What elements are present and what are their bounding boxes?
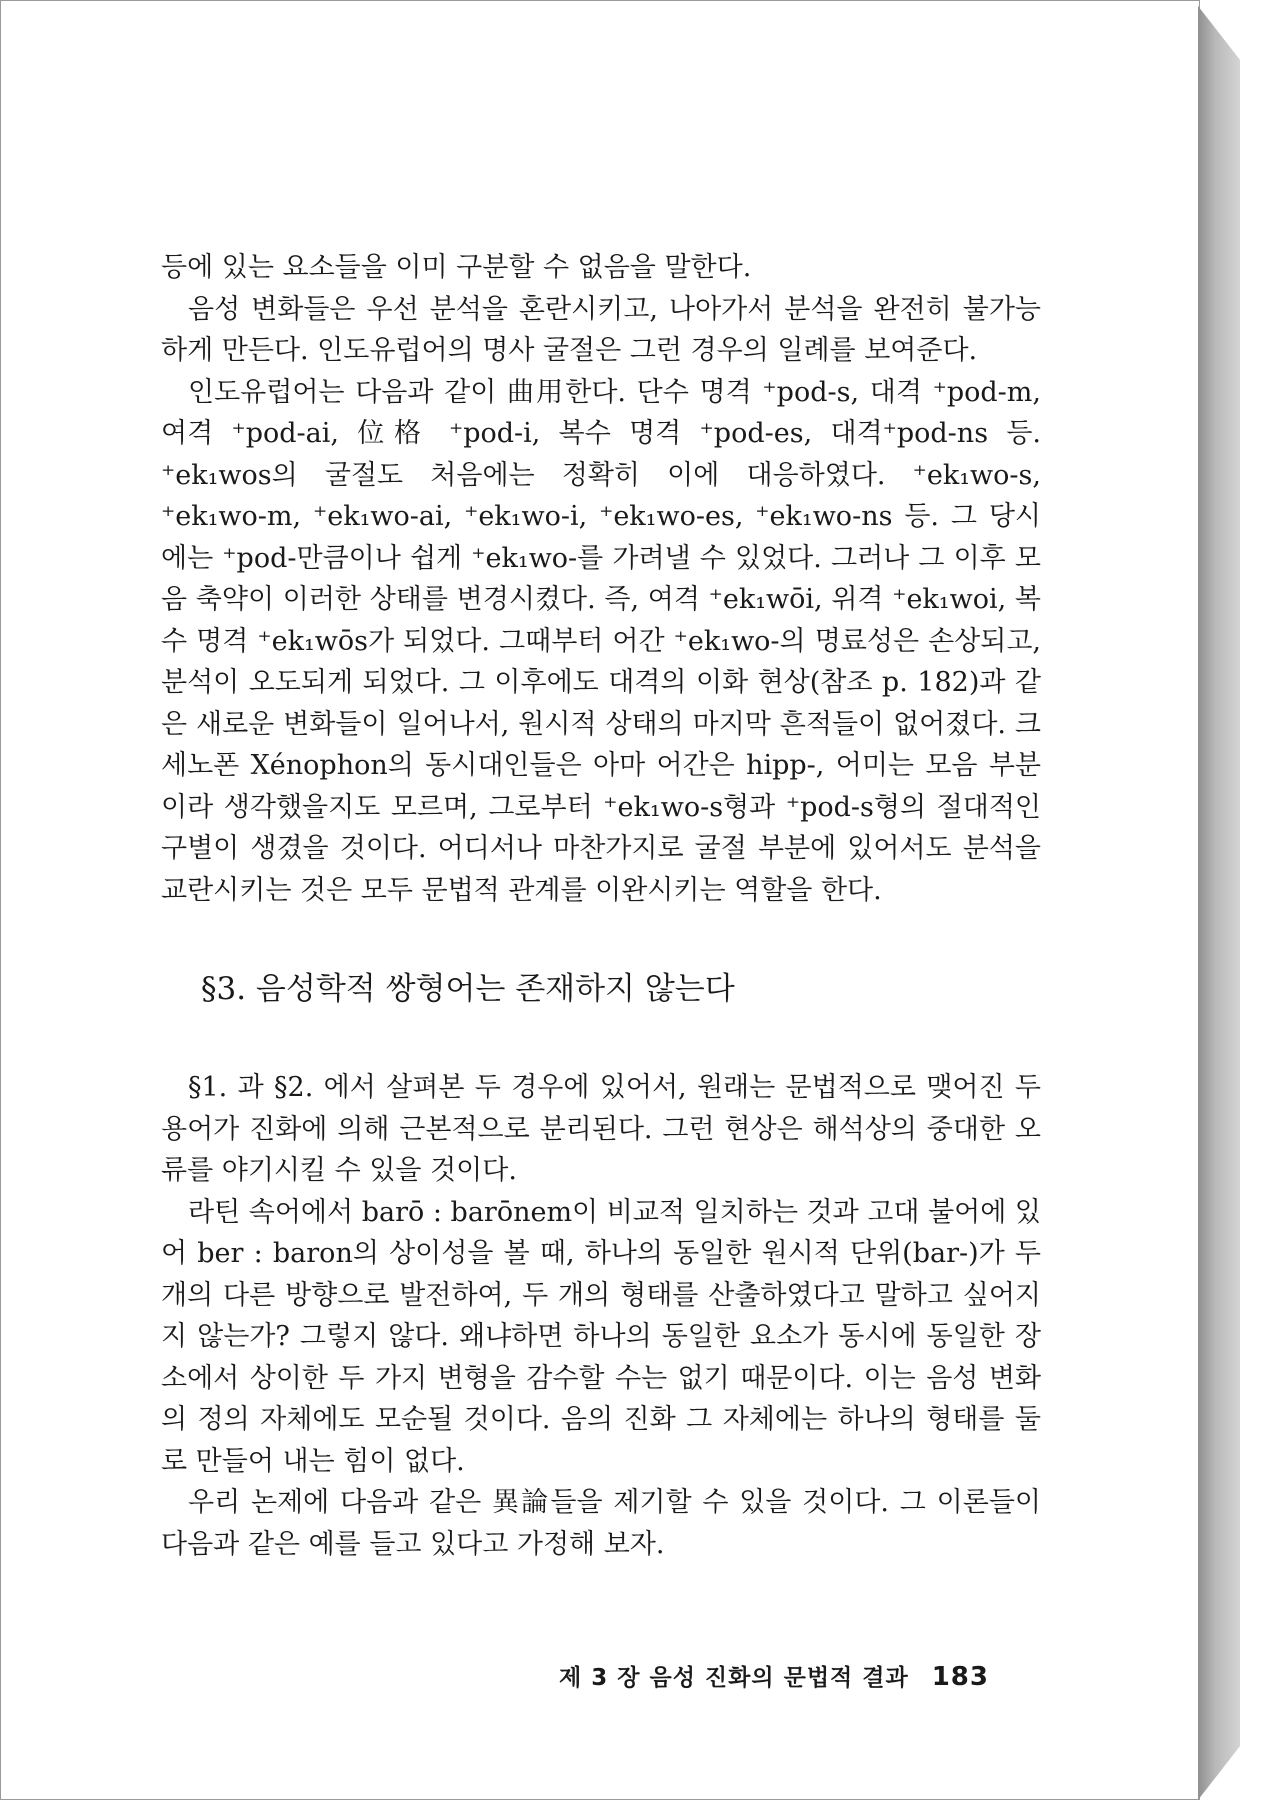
page-stack-edge [1198,6,1240,1800]
section-heading: §3. 음성학적 쌍형어는 존재하지 않는다 [201,971,735,1007]
paragraph-continuation: 등에 있는 요소들을 이미 구분할 수 없음을 말한다. [161,252,752,283]
running-footer [559,1659,989,1692]
paragraph-intro-doublets: §1. 과 §2. 에서 살펴본 두 경우에 있어서, 원래는 문법적으로 맺어진 두 용어가 진화에 의해 근본적으로 분리된다. 그런 현상은 해석상의 중대한 오류를 야기시킬 수 있을 것이다. [161,1072,1041,1186]
page-number: 183 [931,1662,989,1692]
page-body [161,247,1041,1565]
paragraph-objection: 우리 논제에 다음과 같은 異論들을 제기할 수 있을 것이다. 그 이론들이 다음과 같은 예를 들고 있다고 가정해 보자. [161,1487,1041,1560]
paragraph-declension: 인도유럽어는 다음과 같이 曲用한다. 단수 명격 ⁺pod-s, 대격 ⁺pod-m, 여격 ⁺pod-ai, 位格 ⁺pod-i, 복수 명격 ⁺pod-es, 대격⁺pod-ns 등. ⁺ek₁wos의 굴절도 처음에는 정확히 이에 대응하였다. ⁺ek₁wo-s, ⁺ek₁wo-m, ⁺ek₁wo-ai, ⁺ek₁wo-i, ⁺ek₁wo-es, ⁺ek₁wo-ns 등. 그 당시에는 ⁺pod-만큼이나 쉽게 ⁺ek₁wo-를 가려낼 수 있었다. 그러나 그 이후 모음 축약이 이러한 상태를 변경시켰다. 즉, 여격 ⁺ek₁wōi, 위격 ⁺ek₁woi, 복수 명격 ⁺ek₁wōs가 되었다. 그때부터 어간 ⁺ek₁wo-의 명료성은 손상되고, 분석이 오도되게 되었다. 그 이후에도 대격의 이화 현상(참조 p. 182)과 같은 새로운 변화들이 일어나서, 원시적 상태의 마지막 흔적들이 없어졌다. 크세노폰 Xénophon의 동시대인들은 아마 어간은 hipp-, 어미는 모음 부분이라 생각했을지도 모르며, 그로부터 ⁺ek₁wo-s형과 ⁺pod-s형의 절대적인 구별이 생겼을 것이다. 어디서나 마찬가지로 굴절 부분에 있어서도 분석을 교란시키는 것은 모두 문법적 관계를 이완시키는 역할을 한다. [161,376,1041,906]
paragraph-sound-change: 음성 변화들은 우선 분석을 혼란시키고, 나아가서 분석을 완전히 불가능하게 만든다. 인도유럽어의 명사 굴절은 그런 경우의 일례를 보여준다. [161,293,1041,366]
chapter-title: 제 3 장 음성 진화의 문법적 결과 [559,1665,909,1691]
paragraph-latin-example: 라틴 속어에서 barō : barōnem이 비교적 일치하는 것과 고대 불어에 있어 ber : baron의 상이성을 볼 때, 하나의 동일한 원시적 단위(bar-)가 두 개의 다른 방향으로 발전하여, 두 개의 형태를 산출하였다고 말하고 싶어지지 않는가? 그렇지 않다. 왜냐하면 하나의 동일한 요소가 동시에 동일한 장소에서 상이한 두 가지 변형을 감수할 수는 없기 때문이다. 이는 음성 변화의 정의 자체에도 모순될 것이다. 음의 진화 그 자체에는 하나의 형태를 둘로 만들어 내는 힘이 없다. [161,1196,1041,1477]
